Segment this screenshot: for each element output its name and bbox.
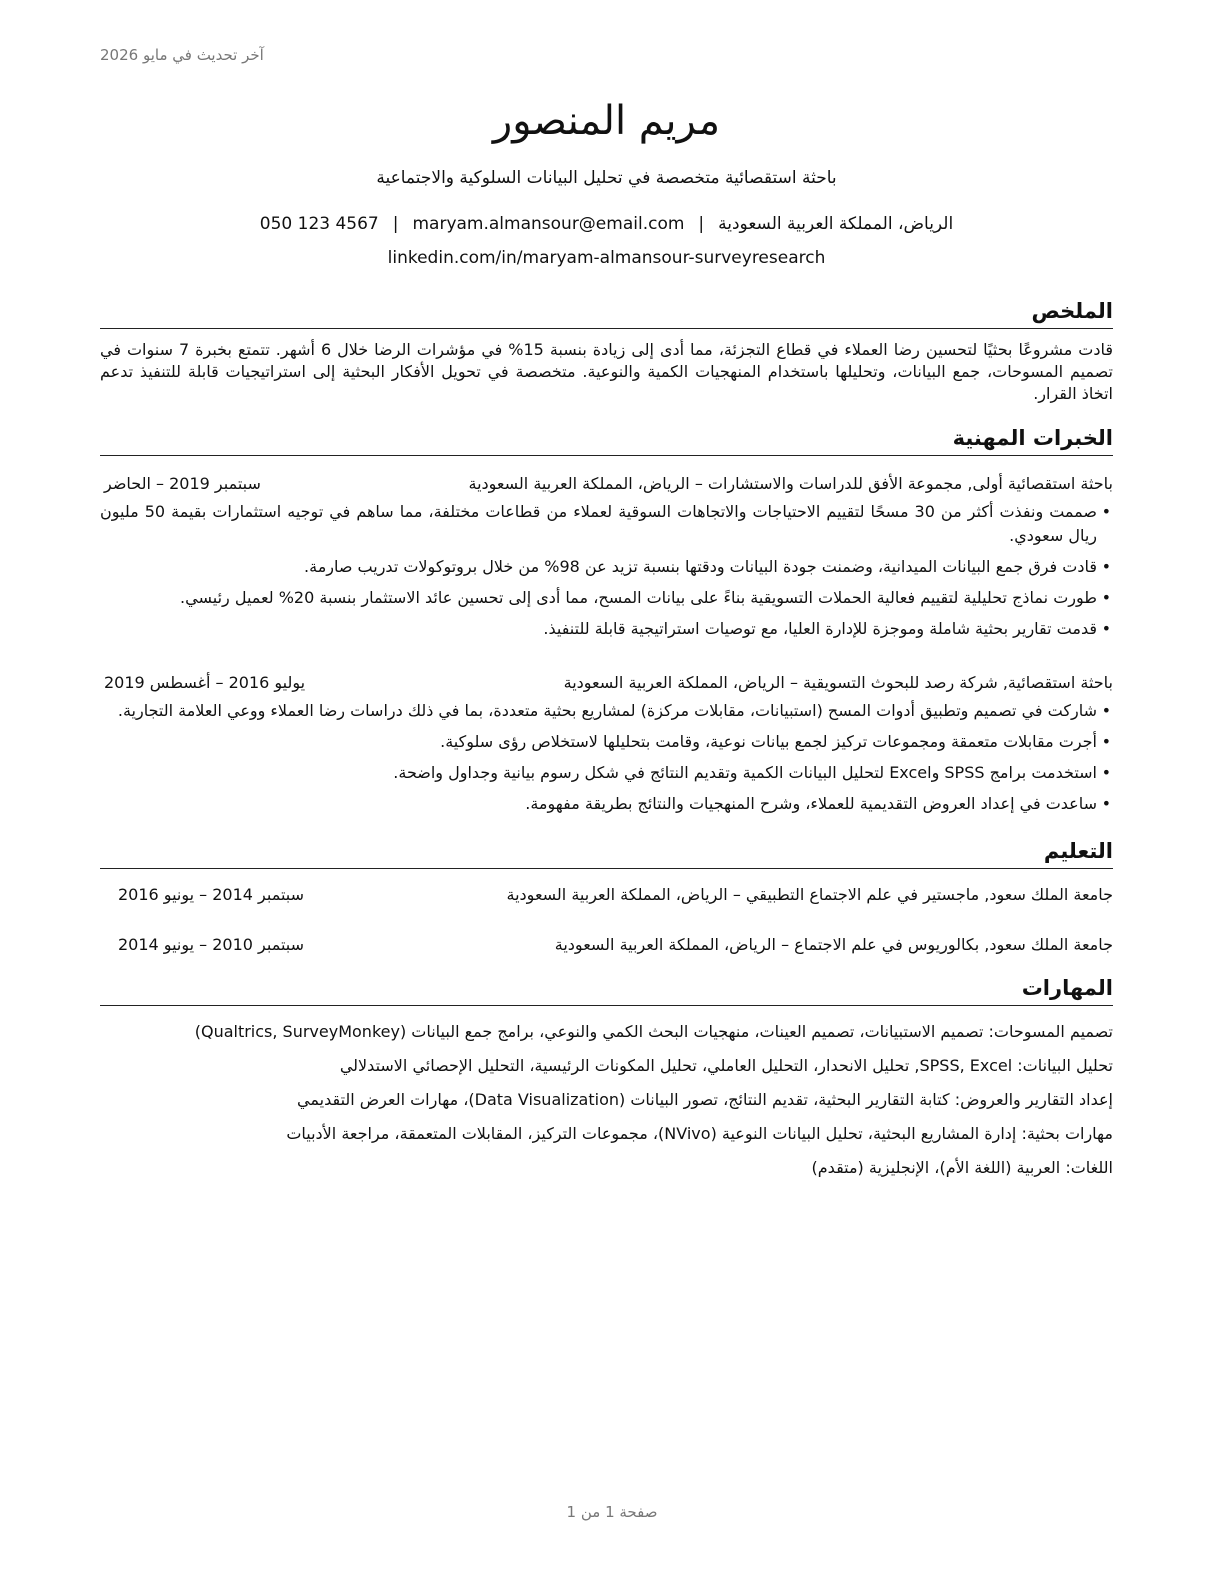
list-item: • استخدمت برامج SPSS وExcel لتحليل البيانات الكمية وتقديم النتائج في شكل رسوم بيانية وجداول واضحة. (100, 761, 1113, 785)
location-text: الرياض، المملكة العربية السعودية (718, 214, 954, 234)
job-bullets (100, 699, 1113, 816)
summary-heading: الملخص (100, 296, 1113, 329)
skills-heading: المهارات (100, 973, 1113, 1006)
list-item: • صممت ونفذت أكثر من 30 مسحًا لتقييم الاحتياجات والاتجاهات السوقية لعملاء من قطاعات مختلفة، مما ساهم في توجيه استثمارات بقيمة 50 مليون ريال سعودي. (100, 500, 1113, 548)
candidate-name: مريم المنصور (492, 98, 721, 144)
skill-line: تصميم المسوحات: تصميم الاستبيانات، تصميم العينات، منهجيات البحث الكمي والنوعي، برامج جمع البيانات (Qualtrics, SurveyMonkey) (194, 1022, 1113, 1041)
job-entry (100, 671, 1113, 816)
skills-section (100, 973, 1113, 1180)
job-role-line: باحثة استقصائية أولى, مجموعة الأفق للدراسات والاستشارات – الرياض، المملكة العربية السعودية (468, 474, 1113, 493)
skill-line: تحليل البيانات: SPSS, Excel, تحليل الانحدار، التحليل العاملي، تحليل المكونات الرئيسية، التحليل الإحصائي الاستدلالي (339, 1056, 1113, 1075)
summary-text: قادت مشروعًا بحثيًا لتحسين رضا العملاء في قطاع التجزئة، مما أدى إلى زيادة بنسبة 15% في مؤشرات الرضا خلال 6 أشهر. تتمتع بخبرة 7 سنوات في تصميم المسوحات، جمع البيانات، وتحليلها باستخدام المنهجيات الكمية والنوعية. متخصصة في تحويل الأفكار البحثية إلى استراتيجيات قابلة للتنفيذ تدعم اتخاذ القرار. (100, 340, 1113, 403)
education-entry (100, 883, 1113, 907)
contact-line (100, 210, 1113, 238)
phone-text: 050 123 4567 (259, 214, 379, 234)
list-item: • ساعدت في إعداد العروض التقديمية للعملاء، وشرح المنهجيات والنتائج بطريقة مفهومة. (100, 792, 1113, 816)
experience-section (100, 423, 1113, 816)
job-bullets (100, 500, 1113, 641)
job-role-line: باحثة استقصائية, شركة رصد للبحوث التسويقية – الرياض، المملكة العربية السعودية (563, 673, 1113, 692)
experience-heading: الخبرات المهنية (100, 423, 1113, 456)
resume-document (100, 94, 1113, 1190)
skill-line: إعداد التقارير والعروض: كتابة التقارير البحثية، تقديم النتائج، تصور البيانات (Data Visualization)، مهارات العرض التقديمي (297, 1090, 1113, 1109)
education-line: جامعة الملك سعود, بكالوريوس في علم الاجتماع – الرياض، المملكة العربية السعودية (554, 935, 1113, 954)
job-entry (100, 472, 1113, 641)
email-link[interactable]: maryam.almansour@email.com (412, 214, 685, 234)
education-heading: التعليم (100, 836, 1113, 869)
education-line: جامعة الملك سعود, ماجستير في علم الاجتماع التطبيقي – الرياض، المملكة العربية السعودية (506, 885, 1113, 904)
job-dates: سبتمبر 2019 – الحاضر (104, 474, 261, 493)
education-section (100, 836, 1113, 957)
education-dates: سبتمبر 2014 – يونيو 2016 (118, 885, 305, 904)
candidate-title: باحثة استقصائية متخصصة في تحليل البيانات السلوكية والاجتماعية (376, 168, 837, 188)
skills-list (100, 1020, 1113, 1180)
last-updated-text: آخر تحديث في مايو 2026 (100, 46, 264, 64)
skill-line: اللغات: العربية (اللغة الأم)، الإنجليزية (متقدم) (811, 1158, 1113, 1177)
list-item: • قدمت تقارير بحثية شاملة وموجزة للإدارة العليا، مع توصيات استراتيجية قابلة للتنفيذ. (100, 617, 1113, 641)
summary-section (100, 296, 1113, 405)
education-entry (100, 933, 1113, 957)
contact-separator: | (698, 214, 705, 234)
education-dates: سبتمبر 2010 – يونيو 2014 (118, 935, 305, 954)
job-header (100, 472, 1113, 496)
job-dates: يوليو 2016 – أغسطس 2019 (104, 673, 306, 692)
list-item: • طورت نماذج تحليلية لتقييم فعالية الحملات التسويقية بناءً على بيانات المسح، مما أدى إلى تحسين عائد الاستثمار بنسبة 20% لعميل رئيسي. (100, 586, 1113, 610)
linkedin-link[interactable]: linkedin.com/in/maryam-almansour-surveyresearch (387, 248, 826, 268)
contact-separator: | (392, 214, 399, 234)
job-header (100, 671, 1113, 695)
list-item: • قادت فرق جمع البيانات الميدانية، وضمنت جودة البيانات ودقتها بنسبة تزيد عن 98% من خلال بروتوكولات تدريب صارمة. (100, 555, 1113, 579)
list-item: • أجرت مقابلات متعمقة ومجموعات تركيز لجمع بيانات نوعية، وقامت بتحليلها لاستخلاص رؤى سلوكية. (100, 730, 1113, 754)
list-item: • شاركت في تصميم وتطبيق أدوات المسح (استبيانات، مقابلات مركزة) لمشاريع بحثية متعددة، بما في ذلك دراسات رضا العملاء ووعي العلامة التجارية. (100, 699, 1113, 723)
page-number: صفحة 1 من 1 (566, 1503, 658, 1521)
skill-line: مهارات بحثية: إدارة المشاريع البحثية، تحليل البيانات النوعية (NVivo)، مجموعات التركيز، المقابلات المتعمقة، مراجعة الأدبيات (286, 1124, 1113, 1143)
